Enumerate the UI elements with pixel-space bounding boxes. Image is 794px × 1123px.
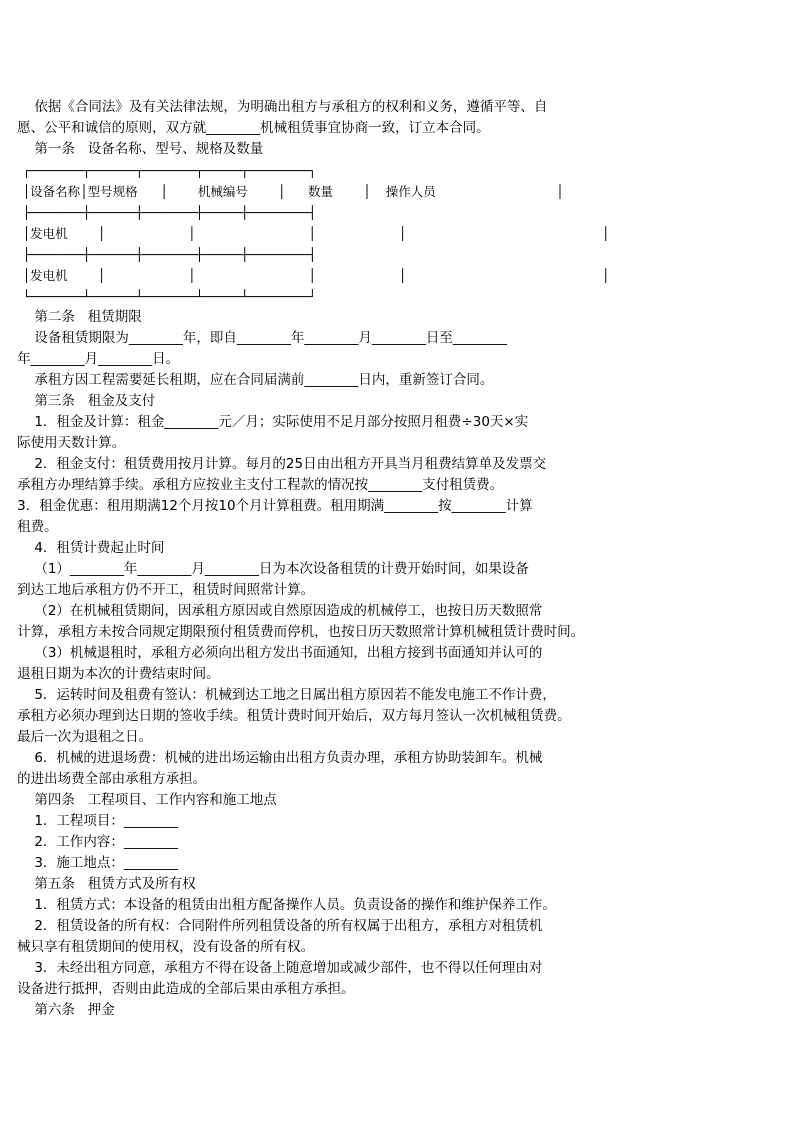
body-line: 5．运转时间及租费有签认：机械到达工地之日属出租方原因若不能发电施工不作计费， xyxy=(0,687,556,703)
article-heading: 第三条 租金及支付 xyxy=(0,393,156,409)
article-heading: 第六条 押金 xyxy=(0,1002,115,1018)
body-line: 1．租赁方式：本设备的租赁由出租方配备操作人员。负责设备的操作和维护保养工作。 xyxy=(0,897,556,913)
article-heading: 第二条 租赁期限 xyxy=(0,309,142,325)
body-line: 承租方因工程需要延长租期，应在合同届满前________日内，重新签订合同。 xyxy=(0,372,494,388)
body-line: 1．工程项目：________ xyxy=(0,813,178,829)
body-line: 6．机械的进退场费：机械的进出场运输由出租方负责办理，承租方协助装卸车。机械 xyxy=(0,750,543,766)
table-header-row: │设备名称│型号规格 │ 机械编号 │ 数量 │ 操作人员 │ xyxy=(0,184,564,199)
table-border: ┌───────┬──────┬───────┬─────┬────────┐ xyxy=(0,163,317,178)
body-line: 3．施工地点：________ xyxy=(0,855,178,871)
intro-line: 依据《合同法》及有关法律法规，为明确出租方与承租方的权利和义务，遵循平等、自 xyxy=(0,99,548,115)
body-line: （1）________年________月________日为本次设备租赁的计费开始时间，如果设备 xyxy=(0,561,529,577)
body-line: （2）在机械租赁期间，因承租方原因或自然原因造成的机械停工，也按日历天数照常 xyxy=(0,603,543,619)
body-line: 计算，承租方未按合同规定期限预付租赁费而停机，也按日历天数照常计算机械租赁计费时间。 xyxy=(0,624,585,640)
body-line: 2．租金支付：租赁费用按月计算。每月的25日由出租方开具当月租费结算单及发票交 xyxy=(0,456,547,472)
body-line: 械只享有租赁期间的使用权，没有设备的所有权。 xyxy=(0,939,315,955)
body-line: 最后一次为退租之日。 xyxy=(0,729,153,745)
body-line: 3．未经出租方同意，承租方不得在设备上随意增加或减少部件，也不得以任何理由对 xyxy=(0,960,543,976)
body-line: 退租日期为本次的计费结束时间。 xyxy=(0,666,220,682)
body-line: （3）机械退租时，承租方必须向出租方发出书面通知，出租方接到书面通知并认可的 xyxy=(0,645,543,661)
body-line: 承租方必须办理到达日期的签收手续。租赁计费时间开始后，双方每月签认一次机械租赁费。 xyxy=(0,708,571,724)
body-line: 年________月________日。 xyxy=(0,351,180,367)
article-heading: 第一条 设备名称、型号、规格及数量 xyxy=(0,141,264,157)
body-line: 3．租金优惠：租用期满12个月按10个月计算租费。租用期满________按________计算 xyxy=(0,498,533,514)
table-row: │发电机 │ │ │ │ │ xyxy=(0,226,610,241)
article-heading: 第四条 工程项目、工作内容和施工地点 xyxy=(0,792,277,808)
body-line: 2．租赁设备的所有权：合同附件所列租赁设备的所有权属于出租方，承租方对租赁机 xyxy=(0,918,543,934)
body-line: 际使用天数计算。 xyxy=(0,435,126,451)
article-heading: 第五条 租赁方式及所有权 xyxy=(0,876,196,892)
table-border: └───────┴──────┴───────┴─────┴────────┘ xyxy=(0,289,317,304)
table-border: ├───────┼──────┼───────┼─────┼────────┤ xyxy=(0,247,317,262)
body-line: 租费。 xyxy=(0,519,58,535)
body-line: 1．租金及计算：租金________元／月；实际使用不足月部分按照月租费÷30天×实 xyxy=(0,414,529,430)
body-line: 2．工作内容：________ xyxy=(0,834,178,850)
intro-line: 愿、公平和诚信的原则，双方就________机械租赁事宜协商一致，订立本合同。 xyxy=(0,120,490,136)
body-line: 承租方办理结算手续。承租方应按业主支付工程款的情况按________支付租赁费。 xyxy=(0,477,504,493)
table-border: ├───────┼──────┼───────┼─────┼────────┤ xyxy=(0,205,317,220)
body-line: 到达工地后承租方仍不开工，租赁时间照常计算。 xyxy=(0,582,315,598)
table-row: │发电机 │ │ │ │ │ xyxy=(0,268,610,283)
body-line: 的进出场费全部由承租方承担。 xyxy=(0,771,207,787)
body-line: 4．租赁计费起止时间 xyxy=(0,540,165,556)
body-line: 设备租赁期限为________年，即自________年________月________日至________ xyxy=(0,330,507,346)
body-line: 设备进行抵押，否则由此造成的全部后果由承租方承担。 xyxy=(0,981,355,997)
